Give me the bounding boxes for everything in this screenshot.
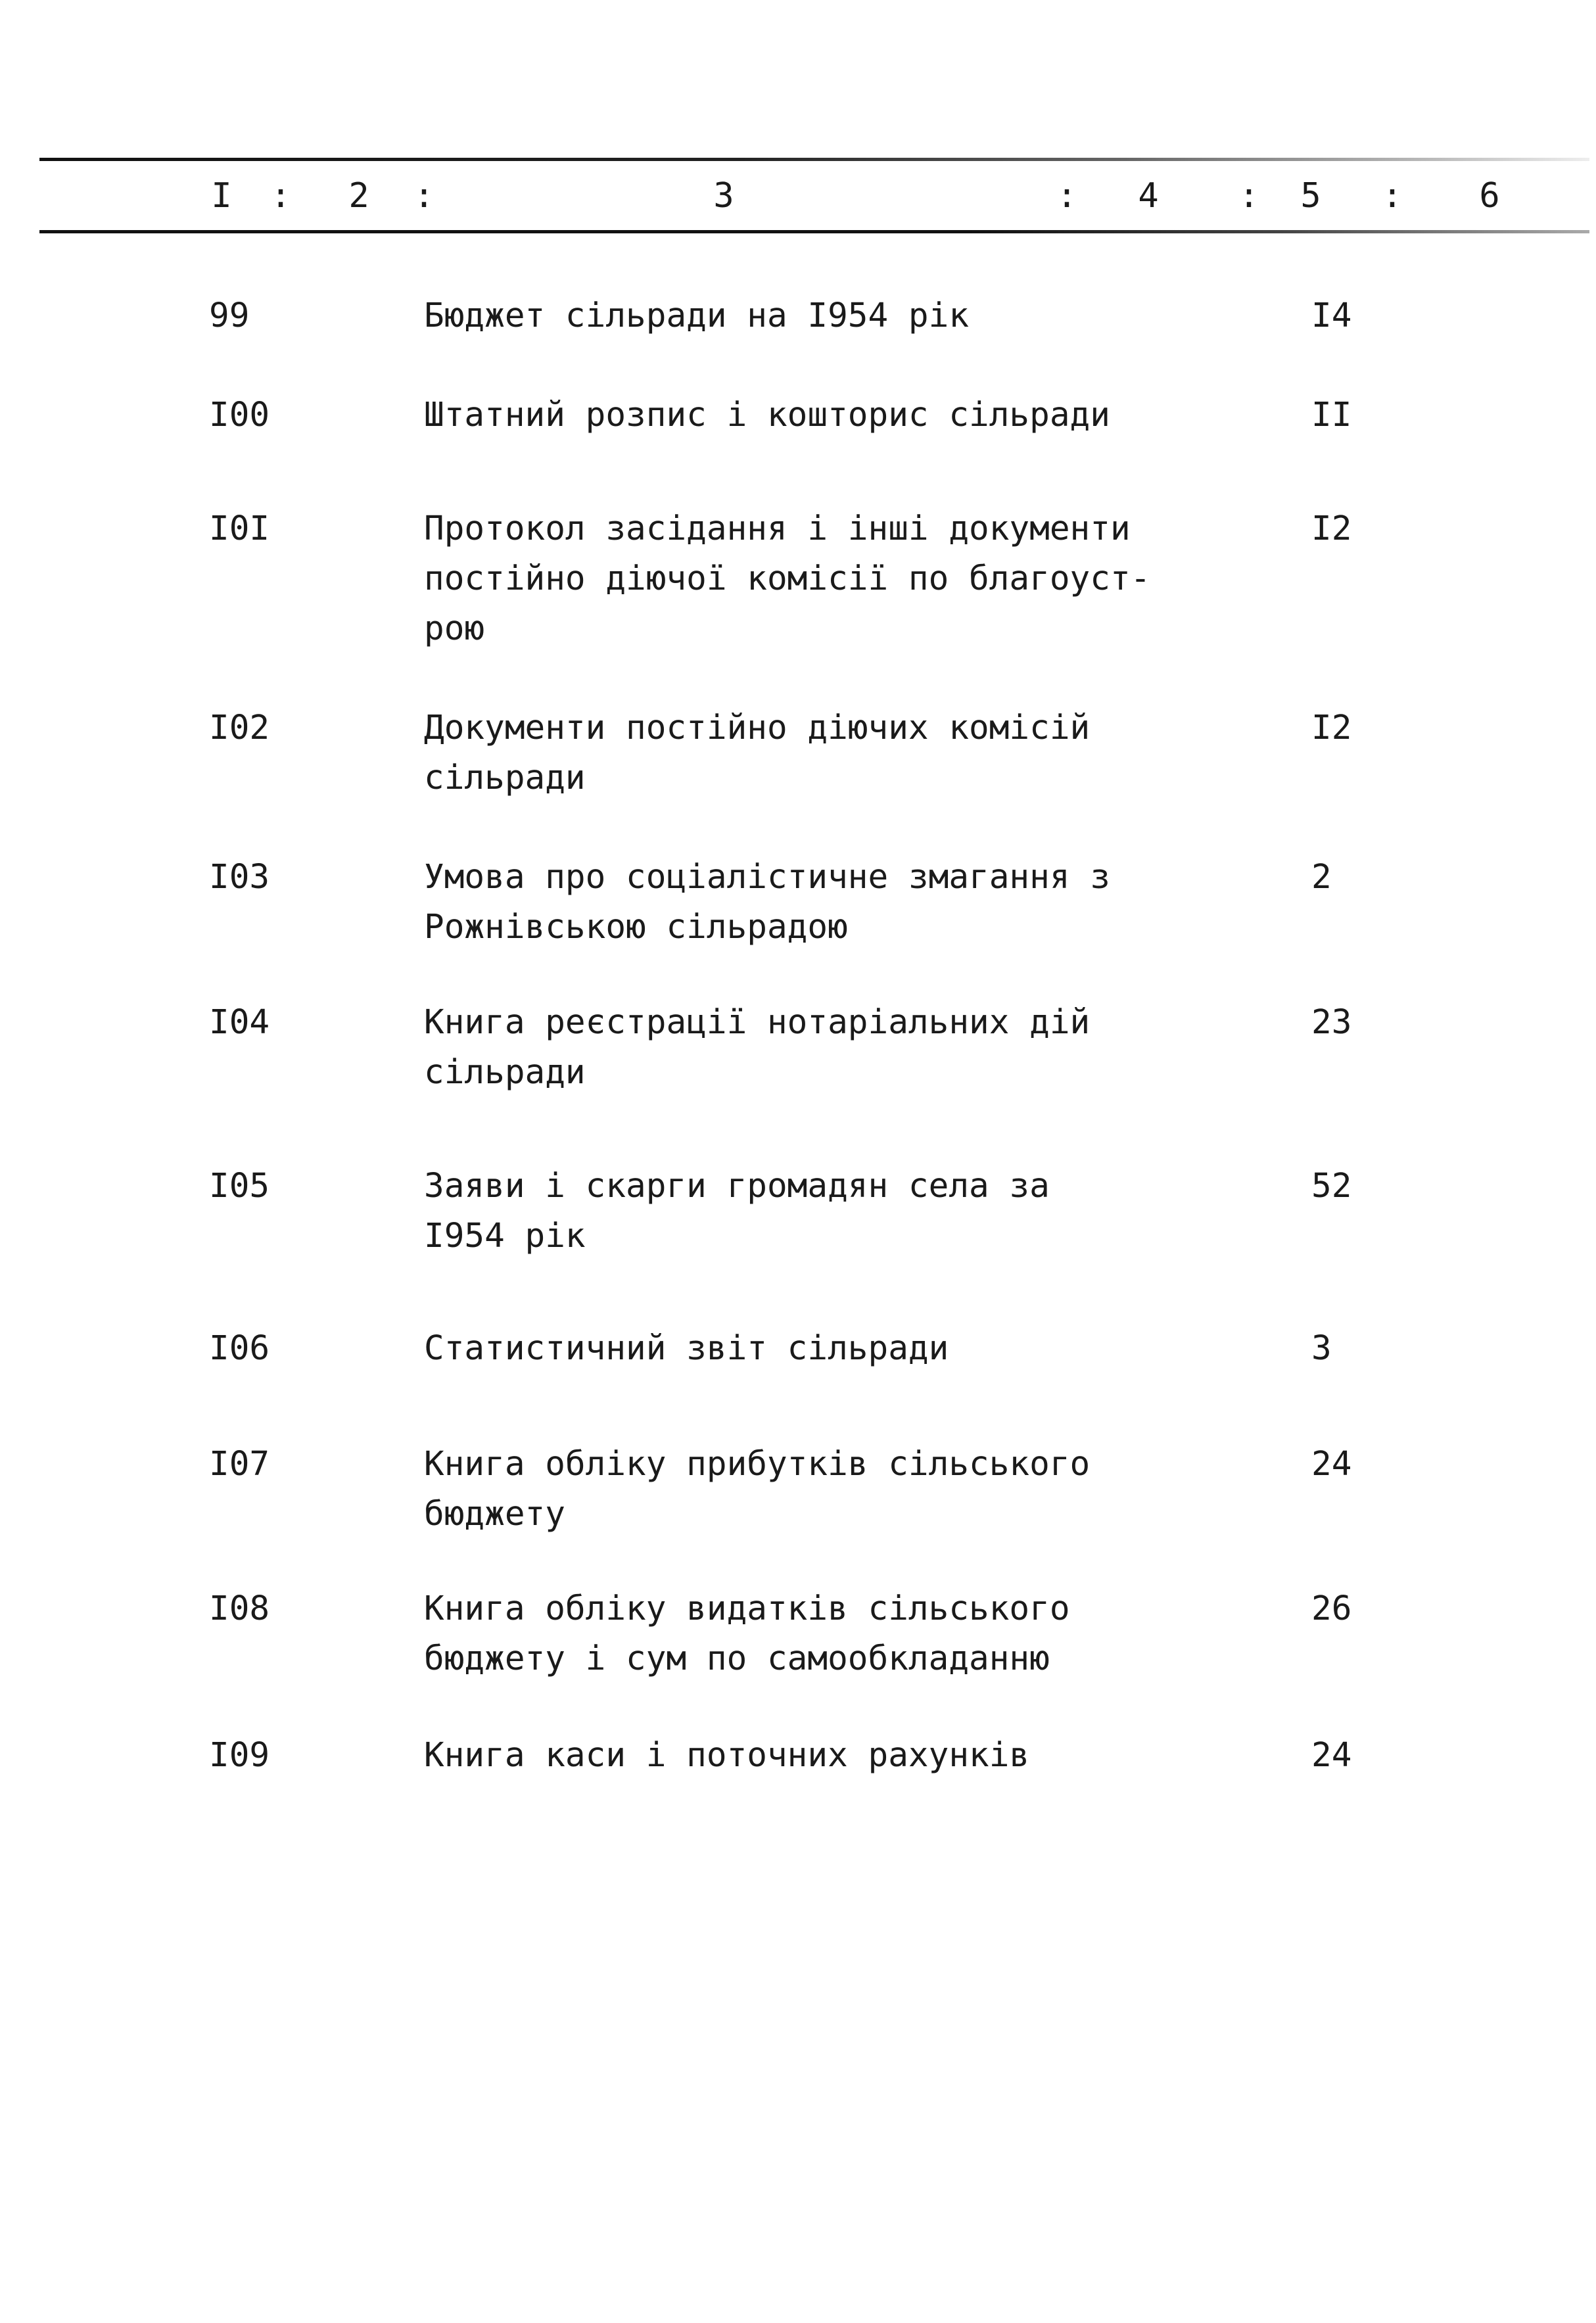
file-number: I09 xyxy=(209,1736,270,1775)
title-line: Заяви і скарги громадян села за xyxy=(424,1167,1050,1206)
file-title xyxy=(424,390,1298,440)
table-row xyxy=(209,504,1557,654)
title-line: Документи постійно діючих комісій xyxy=(424,709,1091,747)
table-row xyxy=(209,291,1557,341)
table-row xyxy=(209,1440,1557,1539)
column-separator: : xyxy=(1056,176,1077,216)
title-line: I954 рік xyxy=(424,1217,586,1255)
title-line: рою xyxy=(424,609,485,648)
table-row xyxy=(209,1584,1557,1684)
title-line: Штатний розпис і кошторис сільради xyxy=(424,396,1110,434)
title-line: Статистичний звіт сільради xyxy=(424,1329,949,1368)
page-count: 52 xyxy=(1311,1167,1352,1206)
title-line: Книга обліку видатків сільського xyxy=(424,1589,1070,1628)
column-header-2: 2 xyxy=(348,176,369,216)
file-number: I05 xyxy=(209,1167,270,1206)
title-line: сільради xyxy=(424,759,586,797)
title-line: сільради xyxy=(424,1053,586,1092)
table-row xyxy=(209,1162,1557,1261)
file-number: I00 xyxy=(209,396,270,434)
table-row xyxy=(209,853,1557,952)
page-count: 24 xyxy=(1311,1445,1352,1484)
page-count: I4 xyxy=(1311,296,1352,335)
page-count: 26 xyxy=(1311,1589,1352,1628)
page-count: II xyxy=(1311,396,1352,434)
title-line: Протокол засідання і інші документи xyxy=(424,509,1131,548)
file-title xyxy=(424,1162,1298,1261)
file-number: I08 xyxy=(209,1589,270,1628)
title-line: бюджету xyxy=(424,1495,565,1534)
file-title xyxy=(424,504,1298,654)
title-line: Книга каси і поточних рахунків xyxy=(424,1736,1030,1775)
column-header-4: 4 xyxy=(1138,176,1159,216)
table-row xyxy=(209,1731,1557,1781)
file-title xyxy=(424,291,1298,341)
page-count: 3 xyxy=(1311,1329,1332,1368)
header-bottom-rule xyxy=(39,230,1589,233)
file-number: I04 xyxy=(209,1003,270,1042)
table-row xyxy=(209,703,1557,803)
column-header-3: 3 xyxy=(713,176,734,216)
file-title xyxy=(424,998,1298,1098)
column-separator: : xyxy=(1238,176,1259,216)
title-line: Книга реєстрації нотаріальних дій xyxy=(424,1003,1091,1042)
file-title xyxy=(424,1731,1298,1781)
column-separator: : xyxy=(270,176,291,216)
title-line: бюджету і сум по самообкладанню xyxy=(424,1639,1050,1678)
column-header-1: I xyxy=(211,176,232,216)
page-count: 24 xyxy=(1311,1736,1352,1775)
title-line: Рожнівською сільрадою xyxy=(424,908,848,947)
title-line: постійно діючої комісії по благоуст- xyxy=(424,559,1151,598)
file-title xyxy=(424,1324,1298,1374)
file-number: 99 xyxy=(209,296,250,335)
file-number: I03 xyxy=(209,858,270,897)
page-count: 23 xyxy=(1311,1003,1352,1042)
column-separator: : xyxy=(413,176,434,216)
file-title xyxy=(424,1584,1298,1684)
page-count: I2 xyxy=(1311,509,1352,548)
table-row xyxy=(209,390,1557,440)
title-line: Книга обліку прибутків сільського xyxy=(424,1445,1091,1484)
column-header-5: 5 xyxy=(1300,176,1321,216)
file-number: I07 xyxy=(209,1445,270,1484)
title-line: Умова про соціалістичне змагання з xyxy=(424,858,1110,897)
file-title xyxy=(424,1440,1298,1539)
file-title xyxy=(424,703,1298,803)
file-title xyxy=(424,853,1298,952)
table-row xyxy=(209,1324,1557,1374)
title-line: Бюджет сільради на I954 рік xyxy=(424,296,970,335)
page-count: I2 xyxy=(1311,709,1352,747)
header-top-rule xyxy=(39,158,1589,161)
page-count: 2 xyxy=(1311,858,1332,897)
file-number: I0I xyxy=(209,509,270,548)
column-header-6: 6 xyxy=(1479,176,1500,216)
file-number: I06 xyxy=(209,1329,270,1368)
file-number: I02 xyxy=(209,709,270,747)
column-separator: : xyxy=(1382,176,1403,216)
table-row xyxy=(209,998,1557,1098)
